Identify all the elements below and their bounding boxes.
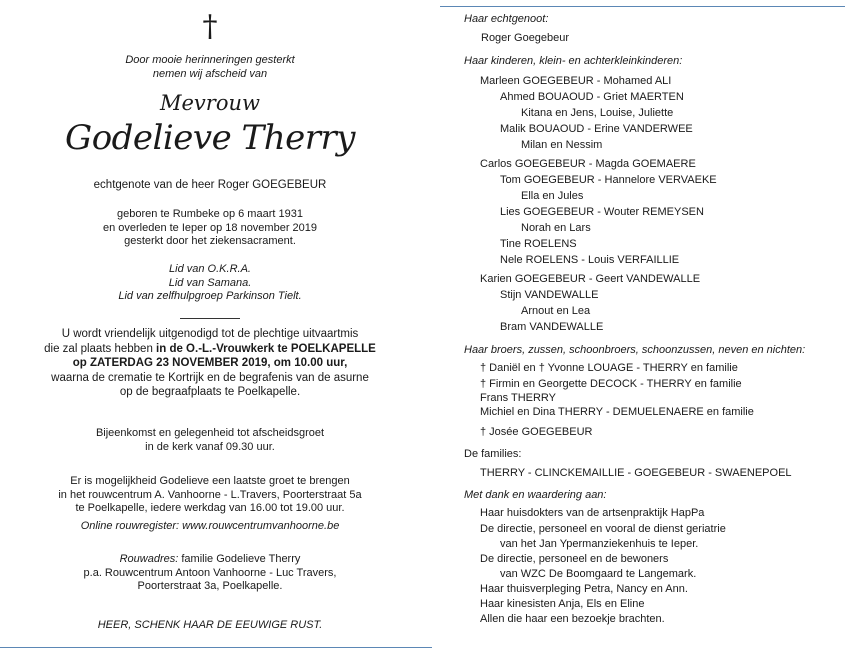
list-item: Haar huisdokters van de artsenpraktijk HapPa — [480, 507, 705, 519]
list-item: Tine ROELENS — [500, 238, 577, 250]
list-item: Haar thuisverpleging Petra, Nancy en Ann. — [480, 583, 688, 595]
cross-icon: † — [202, 9, 218, 44]
list-item: Karien GOEGEBEUR - Geert VANDEWALLE — [480, 273, 701, 285]
list-item: Ahmed BOUAOUD - Griet MAERTEN — [500, 91, 684, 103]
list-item: De directie, personeel en de bewoners — [480, 553, 669, 565]
list-item: Malik BOUAOUD - Erine VANDERWEE — [500, 123, 693, 135]
list-item: † Daniël en † Yvonne LOUAGE - THERRY en familie — [480, 362, 738, 374]
list-item: Ella en Jules — [521, 190, 584, 202]
list-item: van WZC De Boomgaard te Langemark. — [500, 568, 697, 580]
children-heading: Haar kinderen, klein- en achterkleinkinderen: — [464, 55, 683, 67]
list-item: Frans THERRY — [480, 392, 557, 404]
funeral-invitation: U wordt vriendelijk uitgenodigd tot de plechtige uitvaartmis die zal plaats hebben in de O.-L.-Vrouwkerk te POELKAPELLE op ZATERDAG 23 NOVEMBER 2019, om 10.00 uur, waarna de crematie te Kortrijk en de begrafenis van de asurne op de begraafplaats te Poelkapelle. — [44, 328, 376, 398]
list-item: Carlos GOEGEBEUR - Magda GOEMAERE — [480, 158, 696, 170]
deceased-name: Godelieve Therry — [65, 118, 355, 158]
list-item: Kitana en Jens, Louise, Juliette — [521, 107, 674, 119]
intro-text: Door mooie herinneringen gesterkt nemen wij afscheid van — [125, 54, 295, 80]
birth-death-info: geboren te Rumbeke op 6 maart 1931 en overleden te Ieper op 18 november 2019 gesterkt door het ziekensacrament. — [102, 208, 318, 247]
spouse-line: echtgenote van de heer Roger GOEGEBEUR — [93, 179, 327, 191]
list-item: † Josée GOEGEBEUR — [480, 426, 593, 438]
salutation: Mevrouw — [160, 91, 260, 115]
bottom-border-line — [0, 647, 432, 648]
list-item: Norah en Lars — [521, 222, 591, 234]
thanks-heading: Met dank en waardering aan: — [464, 489, 607, 501]
list-item: De directie, personeel en vooral de dienst geriatrie — [480, 523, 726, 535]
list-item: Marleen GOEGEBEUR - Mohamed ALI — [480, 75, 672, 87]
list-item: Stijn VANDEWALLE — [500, 289, 599, 301]
list-item: Milan en Nessim — [521, 139, 603, 151]
spouse-heading: Haar echtgenoot: — [464, 13, 549, 25]
closing-prayer: HEER, SCHENK HAAR DE EEUWIGE RUST. — [97, 619, 323, 631]
list-item: Allen die haar een bezoekje brachten. — [480, 613, 665, 625]
list-item: van het Jan Ypermanziekenhuis te Ieper. — [500, 538, 699, 550]
memberships: Lid van O.K.R.A. Lid van Samana. Lid van zelfhulpgroep Parkinson Tielt. — [118, 263, 302, 302]
families-heading: De families: — [464, 448, 522, 460]
online-register: Online rouwregister: www.rouwcentrumvanhoorne.be — [80, 520, 340, 532]
list-item: † Firmin en Georgette DECOCK - THERRY en familie — [480, 378, 742, 390]
list-item: Haar kinesisten Anja, Els en Eline — [480, 598, 645, 610]
list-item: Lies GOEGEBEUR - Wouter REMEYSEN — [500, 206, 704, 218]
list-item: Tom GOEGEBEUR - Hannelore VERVAEKE — [500, 174, 717, 186]
top-border-line — [440, 6, 845, 7]
mourning-address: Rouwadres: familie Godelieve Therry p.a. Rouwcentrum Antoon Vanhoorne - Luc Travers, Poorterstraat 3a, Poelkapelle. — [83, 553, 337, 592]
gathering-info: Bijeenkomst en gelegenheid tot afscheidsgroet in de kerk vanaf 09.30 uur. — [95, 427, 325, 453]
list-item: Michiel en Dina THERRY - DEMUELENAERE en familie — [480, 406, 754, 418]
separator-line — [180, 318, 240, 319]
list-item: Bram VANDEWALLE — [500, 321, 604, 333]
visitation-info: Er is mogelijkheid Godelieve een laatste groet te brengen in het rouwcentrum A. Vanhoorne - L.Travers, Poorterstraat 5a te Poelkapelle, iedere werkdag van 16.00 tot 19.00 uur. — [58, 475, 362, 514]
list-item: Nele ROELENS - Louis VERFAILLIE — [500, 254, 680, 266]
families-list: THERRY - CLINCKEMAILLIE - GOEGEBEUR - SWAENEPOEL — [480, 467, 792, 479]
list-item: Arnout en Lea — [521, 305, 591, 317]
siblings-heading: Haar broers, zussen, schoonbroers, schoonzussen, neven en nichten: — [464, 344, 806, 356]
spouse-name: Roger Goegebeur — [481, 32, 570, 44]
